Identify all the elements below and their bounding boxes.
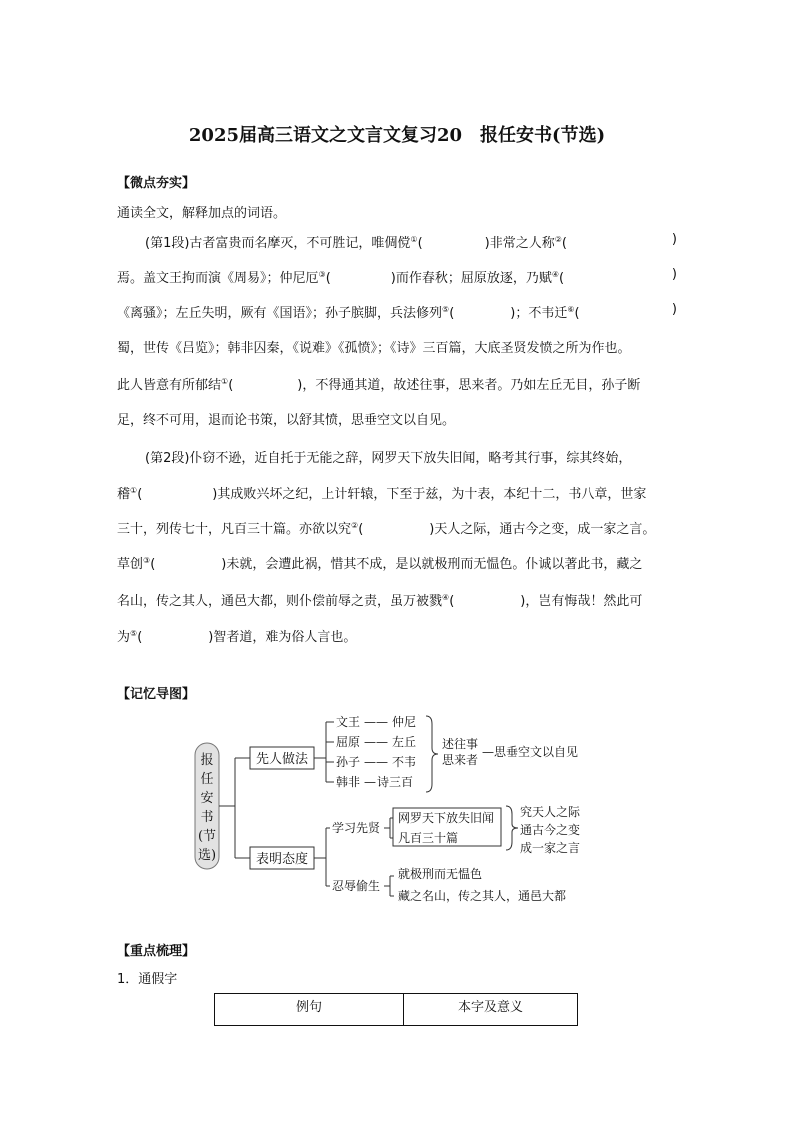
learn-result: 成一家之言 [520,841,581,855]
branch-label-attitude: 表明态度 [255,852,309,867]
para2-line1: (第2段)仆窃不逊，近自托于无能之辞，网罗天下放失旧闻，略考其行事，综其终始， [145,451,632,466]
pair-right: 不韦 [392,755,417,769]
pair-dash: —— [364,735,388,749]
mind-map-center-char: 书 [200,810,214,825]
pair-dash: —— [364,755,388,769]
result-text: —思垂空文以自见 [482,745,579,759]
pair-right: 诗三百 [377,775,414,789]
section-heading-key-points: 【微点夯实】 [117,176,196,191]
pair-left: 屈原 [336,735,361,749]
learn-result: 通古今之变 [520,823,581,837]
sub-label-learn: 学习先贤 [332,821,381,835]
branch-label-predecessors: 先人做法 [255,752,309,767]
para1-line3: 《离骚》；左丘失明，厥有《国语》；孙子膑脚，兵法修列⑤( )；不韦迁⑥( ) [117,302,677,321]
pair-left: 韩非 [336,775,361,789]
para2-line3: 三十，列传七十，凡百三十篇。亦欲以究②( )天人之际，通古今之变，成一家之言。 [117,521,656,537]
list-item-tongjiazi: 1．通假字 [117,972,178,987]
sub-label-endure: 忍辱偷生 [332,879,381,893]
page-title: 2025届高三语文之文言文复习20 报任安书(节选) [188,125,606,146]
para2-line5: 名山，传之其人，通邑大都，则仆偿前辱之责，虽万被戮④( )，岂有悔哉！然此可 [117,593,643,609]
mid-text: 思来者 [442,753,479,767]
mind-map-center-char: 选) [197,848,217,863]
mind-map-center-char: 报 [200,753,214,768]
endure-item: 就极刑而无愠色 [398,867,483,881]
table-header-example: 例句 [215,994,404,1026]
pair-left: 孙子 [336,755,361,769]
table-header-meaning: 本字及意义 [404,994,578,1026]
mind-map-center-char: 安 [200,791,214,806]
instruction-text: 通读全文，解释加点的词语。 [117,206,287,221]
learn-result: 究天人之际 [520,805,581,819]
section-heading-key-summary: 【重点梳理】 [117,944,196,959]
mind-map-center-char: (节 [197,829,217,844]
pair-right: 仲尼 [392,715,417,729]
pair-dash: — [364,775,376,789]
para1-line2: 焉。盖文王拘而演《周易》；仲尼厄③( )而作春秋；屈原放逐，乃赋④( ) [117,267,677,286]
curly-brace-icon [506,806,518,850]
para1-line4: 蜀，世传《吕览》；韩非囚秦，《说难》《孤愤》；《诗》三百篇，大底圣贤发愤之所为作也。 [117,341,631,356]
table-header-row [215,994,578,1026]
para1-line1: (第1段)古者富贵而名摩灭，不可胜记，唯倜傥①( )非常之人称②( ) [145,232,677,251]
para2-line4: 草创③( )未就，会遭此祸，惜其不成，是以就极刑而无愠色。仆诚以著此书，藏之 [117,556,643,572]
pair-right: 左丘 [392,735,417,749]
mid-text: 述往事 [442,737,479,751]
para1-line6: 足，终不可用，退而论书策，以舒其愤，思垂空文以自见。 [117,413,456,428]
mind-map-diagram [190,708,590,908]
curly-brace-icon [426,716,438,792]
section-heading-mind-map: 【记忆导图】 [117,687,196,702]
tongjiazi-table [214,993,578,1026]
para2-line6: 为⑤( )智者道，难为俗人言也。 [117,629,357,645]
endure-item: 藏之名山，传之其人，通邑大都 [398,889,567,903]
para1-line5: 此人皆意有所郁结①( )，不得通其道，故述往事，思来者。乃如左丘无目，孙子断 [117,377,641,393]
pair-dash: —— [364,715,388,729]
learn-item: 网罗天下放失旧闻 [398,811,495,825]
mind-map-center-char: 任 [200,772,214,787]
pair-left: 文王 [336,715,361,729]
learn-item: 凡百三十篇 [398,831,459,845]
para2-line2: 稽①( )其成败兴坏之纪，上计轩辕，下至于兹，为十表，本纪十二，书八章，世家 [117,486,647,502]
